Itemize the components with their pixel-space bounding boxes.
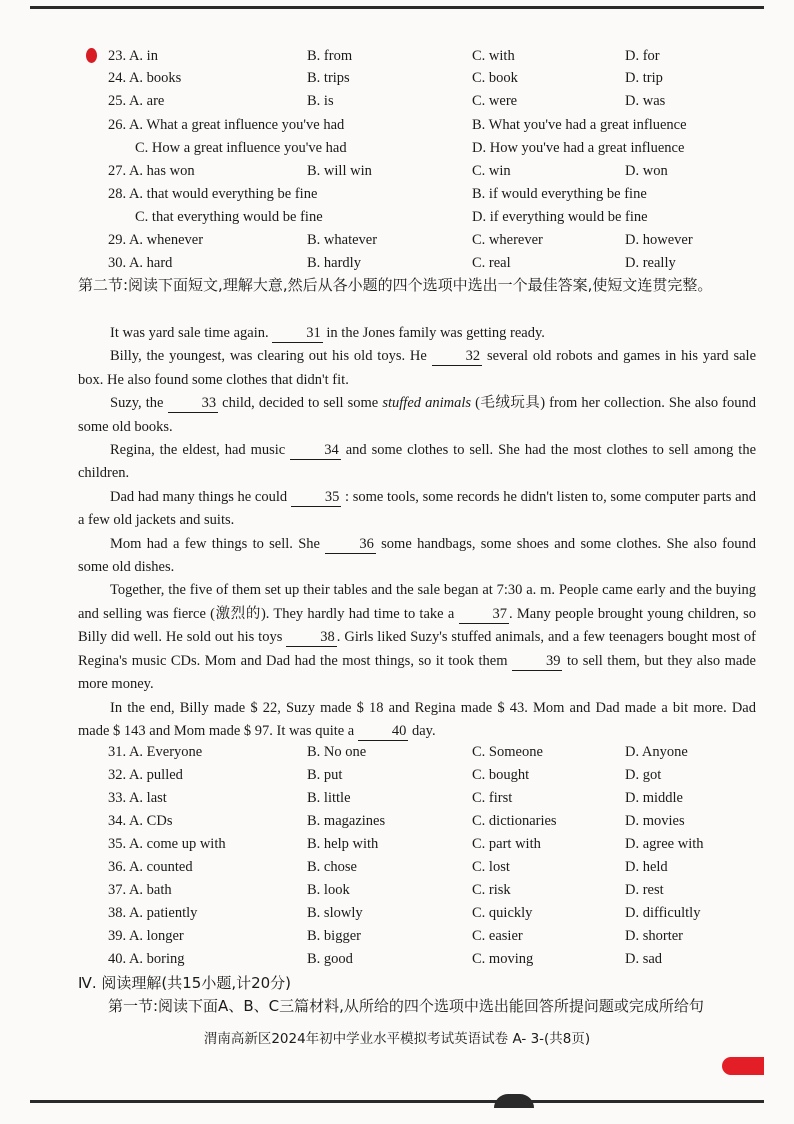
option-a: 26. A. What a great influence you've had xyxy=(108,117,345,133)
option-a: 29. A. whenever xyxy=(108,232,204,248)
option-d: D. sad xyxy=(625,951,663,967)
option-a: 38. A. patiently xyxy=(108,905,198,921)
option-b: B. if would everything be fine xyxy=(472,186,647,202)
bottom-rule xyxy=(30,1100,764,1103)
option-d: D. won xyxy=(625,163,668,179)
option-a: 36. A. counted xyxy=(108,859,193,875)
option-b: B. No one xyxy=(307,744,367,760)
passage-paragraph: Regina, the eldest, had music 34 and some clothes to sell. She had the most clothes to sell among the children. xyxy=(78,442,757,482)
option-d: D. agree with xyxy=(625,836,704,852)
option-b: B. help with xyxy=(307,836,379,852)
option-c: C. moving xyxy=(472,951,534,967)
option-d: D. for xyxy=(625,48,660,64)
option-b: B. magazines xyxy=(307,813,386,829)
option-c: C. part with xyxy=(472,836,541,852)
option-c: C. dictionaries xyxy=(472,813,557,829)
blank-40: 40 xyxy=(358,723,409,741)
option-c: C. were xyxy=(472,93,518,109)
page-footer: 渭南高新区2024年初中学业水平模拟考试英语试卷 A- 3-(共8页) xyxy=(203,1031,591,1047)
option-c: C. lost xyxy=(472,859,510,875)
section-heading: Ⅳ. 阅读理解(共15小题,计20分) xyxy=(78,974,292,992)
option-c: C. wherever xyxy=(472,232,543,248)
question-row xyxy=(0,764,794,786)
option-b: B. slowly xyxy=(307,905,363,921)
option-b: B. hardly xyxy=(307,255,361,271)
question-row xyxy=(0,67,794,89)
passage-paragraph: Together, the five of them set up their tables and the sale began at 7:30 a. m. People came early and the buying and selling was fierce (激烈的). They hardly had time to take a 37 . Many people brought young children, so Billy did well. He sold out his toys 38 . Girls liked Suzy's stuffed animals, and a few teenagers bought most of Regina's music CDs. Mom and Dad had the most things, so it took them 39 to sell them, but they also made more money. xyxy=(78,582,756,693)
option-b: B. good xyxy=(307,951,353,967)
passage-paragraph: Dad had many things he could 35 : some tools, some records he didn't listen to, some computer parts and a few old jackets and suits. xyxy=(78,488,756,529)
blank-31: 31 xyxy=(272,325,323,343)
option-c: C. risk xyxy=(472,882,511,898)
option-a: 34. A. CDs xyxy=(108,813,173,829)
blank-36: 36 xyxy=(325,536,376,554)
question-row xyxy=(0,206,794,228)
option-b: B. bigger xyxy=(307,928,361,944)
option-d: D. difficultly xyxy=(625,905,701,921)
question-row xyxy=(0,114,794,136)
option-d: D. rest xyxy=(625,882,664,898)
question-row xyxy=(0,160,794,182)
option-d: D. How you've had a great influence xyxy=(472,140,685,156)
option-a: 24. A. books xyxy=(108,70,182,86)
option-c: C. with xyxy=(472,48,515,64)
question-row xyxy=(0,787,794,809)
option-d: D. middle xyxy=(625,790,683,806)
question-row xyxy=(0,137,794,159)
option-c: C. easier xyxy=(472,928,523,944)
question-row xyxy=(0,810,794,832)
option-a: 33. A. last xyxy=(108,790,167,806)
option-d: D. got xyxy=(625,767,662,783)
option-b: B. put xyxy=(307,767,343,783)
question-row xyxy=(0,879,794,901)
blank-37: 37 xyxy=(459,606,510,624)
option-a: 37. A. bath xyxy=(108,882,172,898)
option-d: D. trip xyxy=(625,70,663,86)
option-a: 40. A. boring xyxy=(108,951,185,967)
option-c: C. bought xyxy=(472,767,530,783)
option-d: D. really xyxy=(625,255,676,271)
option-d: D. shorter xyxy=(625,928,683,944)
option-c: C. book xyxy=(472,70,518,86)
option-c: C. that everything would be fine xyxy=(135,209,323,225)
question-row xyxy=(0,856,794,878)
option-a: 35. A. come up with xyxy=(108,836,226,852)
option-b: B. whatever xyxy=(307,232,378,248)
blank-32: 32 xyxy=(432,348,483,366)
option-a: 32. A. pulled xyxy=(108,767,183,783)
passage-paragraph: Billy, the youngest, was clearing out his old toys. He 32 several old robots and games in his yard sale box. He also found some clothes that didn't fit. xyxy=(78,348,757,388)
option-d: D. held xyxy=(625,859,668,875)
passage-paragraph: In the end, Billy made $ 22, Suzy made $ 18 and Regina made $ 43. Mom and Dad made a bit more. Dad made $ 143 and Mom made $ 97. It was quite a 40 day. xyxy=(78,699,756,739)
option-b: B. trips xyxy=(307,70,350,86)
question-row xyxy=(0,45,794,67)
option-b: B. will win xyxy=(307,163,372,179)
question-row xyxy=(0,229,794,251)
option-d: D. however xyxy=(625,232,693,248)
question-row xyxy=(0,90,794,112)
question-row xyxy=(0,833,794,855)
passage-paragraph: Mom had a few things to sell. She 36 some handbags, some shoes and some clothes. She also found some old dishes. xyxy=(78,535,757,576)
blank-38: 38 xyxy=(286,629,337,647)
option-c: C. How a great influence you've had xyxy=(135,140,347,156)
passage-paragraph: Suzy, the 33 child, decided to sell some stuffed animals (毛绒玩具) from her collection. She also found some old books. xyxy=(78,395,757,435)
option-b: B. chose xyxy=(307,859,357,875)
option-c: C. Someone xyxy=(472,744,543,760)
blank-39: 39 xyxy=(512,653,563,671)
option-d: D. movies xyxy=(625,813,685,829)
question-row xyxy=(0,948,794,970)
section-heading: 第二节:阅读下面短文,理解大意,然后从各小题的四个选项中选出一个最佳答案,使短文连贯完整。 xyxy=(78,276,713,294)
subsection-heading: 第一节:阅读下面A、B、C三篇材料,从所给的四个选项中选出能回答所提问题或完成所给句 xyxy=(108,997,704,1015)
option-a: 30. A. hard xyxy=(108,255,173,271)
option-c: C. quickly xyxy=(472,905,533,921)
binding-tab xyxy=(494,1094,534,1108)
passage-paragraph: It was yard sale time again. 31 in the Jones family was getting ready. xyxy=(110,325,545,341)
option-d: D. was xyxy=(625,93,666,109)
option-b: B. little xyxy=(307,790,351,806)
top-rule xyxy=(30,6,764,9)
option-c: C. first xyxy=(472,790,513,806)
option-b: B. look xyxy=(307,882,350,898)
option-a: 31. A. Everyone xyxy=(108,744,203,760)
option-a: 27. A. has won xyxy=(108,163,195,179)
option-a: 25. A. are xyxy=(108,93,165,109)
question-row xyxy=(0,925,794,947)
blank-35: 35 xyxy=(291,489,342,507)
question-row xyxy=(0,741,794,763)
option-d: D. if everything would be fine xyxy=(472,209,648,225)
option-b: B. What you've had a great influence xyxy=(472,117,687,133)
option-c: C. real xyxy=(472,255,511,271)
option-c: C. win xyxy=(472,163,511,179)
blank-33: 33 xyxy=(168,395,219,413)
question-row xyxy=(0,252,794,274)
cloze-passage xyxy=(78,322,756,743)
question-row xyxy=(0,902,794,924)
option-b: B. from xyxy=(307,48,353,64)
option-d: D. Anyone xyxy=(625,744,688,760)
question-row xyxy=(0,183,794,205)
option-a: 23. A. in xyxy=(108,48,158,64)
option-a: 39. A. longer xyxy=(108,928,184,944)
red-page-tab xyxy=(722,1057,764,1075)
option-a: 28. A. that would everything be fine xyxy=(108,186,318,202)
blank-34: 34 xyxy=(290,442,341,460)
option-b: B. is xyxy=(307,93,334,109)
